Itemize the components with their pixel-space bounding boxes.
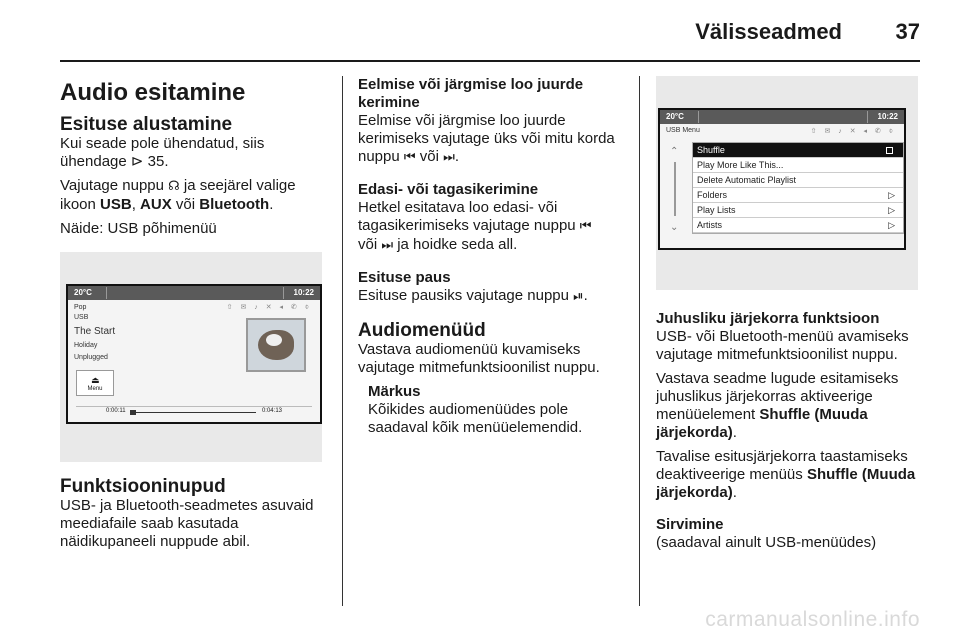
chevron-right-icon: ▷ bbox=[888, 205, 895, 215]
clock: 10:22 bbox=[293, 288, 314, 297]
para-pause: Esituse pausiks vajutage nuppu ⏯. bbox=[358, 287, 588, 304]
chapter-title: Välisseadmed bbox=[695, 19, 842, 44]
usb-main-menu-figure bbox=[60, 252, 322, 462]
menu-item-delete-playlist[interactable]: Delete Automatic Playlist bbox=[693, 173, 903, 188]
para-shuffle-enable: Vastava seadme lugude esitamiseks juhuslikus järjekorras aktiveerige menüüelement Shuffle (Muuda järjekorda). bbox=[656, 370, 899, 441]
source-label: USB bbox=[74, 314, 89, 321]
subsection-title-buttons: Funktsiooninupud bbox=[60, 476, 226, 497]
note-title: Märkus bbox=[368, 383, 421, 400]
menu-label: USB Menu bbox=[666, 127, 700, 134]
heading-audio-menus: Audiomenüüd bbox=[358, 320, 486, 341]
elapsed-time: 0:00:11 bbox=[106, 408, 126, 414]
display-screen bbox=[658, 108, 906, 250]
subsection-title-start: Esituse alustamine bbox=[60, 114, 233, 135]
progress-bar bbox=[76, 406, 312, 416]
para-seek: Hetkel esitatava loo edasi- või tagasikerimiseks vajutage nuppu ⏮ või ⏭ ja hoidke seda all. bbox=[358, 199, 592, 253]
connection-icons: ⇧ ✉ ♪ ✕ ◂ ✆ ⌽ bbox=[226, 304, 312, 311]
column-3 bbox=[656, 62, 924, 552]
usb-menu-figure bbox=[656, 76, 918, 290]
column-1 bbox=[60, 62, 328, 551]
menu-item-play-more[interactable]: Play More Like This... bbox=[693, 158, 903, 173]
play-pause-icon: ⏯ bbox=[573, 289, 584, 304]
para-example: Näide: USB põhimenüü bbox=[60, 220, 217, 237]
note-text: Kõikides audiomenüüdes pole saadaval kõik menüüelemendid. bbox=[368, 401, 583, 436]
scrollbar[interactable] bbox=[674, 162, 676, 216]
album-art bbox=[246, 318, 306, 372]
screen-body bbox=[660, 124, 904, 248]
scroll-up-icon[interactable]: ⌃ bbox=[670, 146, 679, 157]
para-browse: (saadaval ainult USB-menüüdes) bbox=[656, 534, 877, 551]
para-select: Vajutage nuppu ☊ ja seejärel valige ikoon USB, AUX või Bluetooth. bbox=[60, 177, 296, 213]
menu-item-folders[interactable]: Folders ▷ bbox=[693, 188, 903, 203]
heading-pause: Esituse paus bbox=[358, 269, 451, 286]
chevron-right-icon: ▷ bbox=[888, 220, 895, 230]
usb-menu-list bbox=[692, 142, 904, 234]
note-box bbox=[368, 383, 620, 437]
temperature: 20°C bbox=[666, 112, 684, 121]
previous-track-icon: ⏮ bbox=[579, 219, 592, 234]
artist-label: Unplugged bbox=[74, 354, 108, 361]
para-shuffle-open: USB- või Bluetooth-menüü avamiseks vajutage mitmefunktsioonilist nuppu. bbox=[656, 328, 909, 363]
album-label: Holiday bbox=[74, 342, 98, 349]
heading-skip-track: Eelmise või järgmise loo juurde kerimine bbox=[358, 76, 584, 111]
next-track-icon: ⏭ bbox=[443, 150, 455, 165]
next-track-icon: ⏭ bbox=[381, 238, 394, 253]
column-divider-2 bbox=[639, 76, 640, 606]
track-title: The Start bbox=[74, 326, 116, 337]
heading-browse: Sirvimine bbox=[656, 516, 724, 533]
section-title: Audio esitamine bbox=[60, 79, 246, 106]
genre-label: Pop bbox=[74, 304, 87, 311]
menu-item-artists[interactable]: Artists ▷ bbox=[693, 218, 903, 233]
page-header bbox=[0, 0, 960, 62]
checkbox-icon bbox=[886, 147, 893, 154]
connection-icons: ⇧ ✉ ♪ ✕ ◂ ✆ ⌽ bbox=[810, 128, 896, 135]
para-connect: Kui seade pole ühendatud, siis ühendage ⊳ 35. bbox=[60, 135, 265, 170]
previous-track-icon: ⏮ bbox=[403, 150, 416, 165]
status-bar bbox=[68, 286, 320, 300]
scroll-down-icon[interactable]: ⌄ bbox=[670, 222, 679, 233]
source-button-icon: ☊ bbox=[168, 179, 180, 194]
menu-item-play-lists[interactable]: Play Lists ▷ bbox=[693, 203, 903, 218]
menu-button[interactable]: ⏏ Menu bbox=[76, 370, 114, 396]
para-buttons: USB- ja Bluetooth-seadmetes asuvaid meediafaile saab kasutada näidikupaneeli nuppude abil. bbox=[60, 497, 314, 550]
clock: 10:22 bbox=[877, 112, 898, 121]
page-number: 37 bbox=[895, 19, 920, 44]
chevron-right-icon: ▷ bbox=[888, 190, 895, 200]
heading-seek: Edasi- või tagasikerimine bbox=[358, 181, 539, 198]
para-audio-menus: Vastava audiomenüü kuvamiseks vajutage mitmefunktsioonilist nuppu. bbox=[358, 341, 600, 376]
menu-item-shuffle[interactable]: Shuffle bbox=[693, 143, 903, 158]
watermark: carmanualsonline.info bbox=[705, 608, 920, 631]
heading-shuffle: Juhusliku järjekorra funktsioon bbox=[656, 310, 880, 327]
display-screen bbox=[66, 284, 322, 424]
para-shuffle-disable: Tavalise esitusjärjekorra taastamiseks deaktiveerige menüüs Shuffle (Muuda järjekorda). bbox=[656, 448, 916, 501]
para-skip-track: Eelmise või järgmise loo juurde kerimiseks vajutage üks või mitu korda nuppu ⏮ või ⏭. bbox=[358, 112, 615, 165]
column-divider-1 bbox=[342, 76, 343, 606]
column-2 bbox=[358, 62, 620, 437]
total-time: 0:04:13 bbox=[261, 408, 282, 414]
status-bar bbox=[660, 110, 904, 124]
screen-body bbox=[68, 300, 320, 422]
temperature: 20°C bbox=[74, 288, 92, 297]
menu-icon: ⏏ bbox=[91, 375, 100, 385]
